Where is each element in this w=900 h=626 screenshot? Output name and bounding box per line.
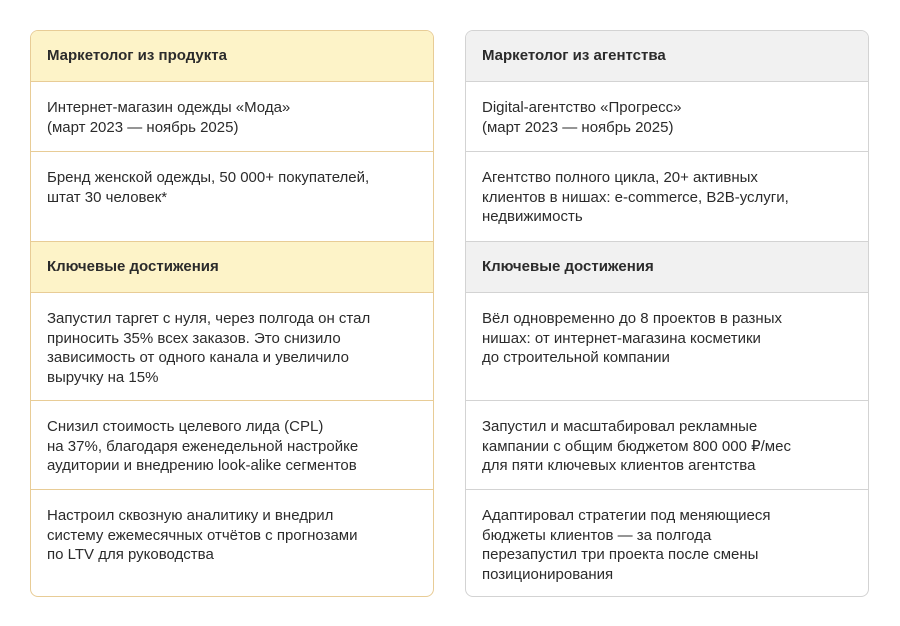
achievement-line: Адаптировал стратегии под меняющиеся xyxy=(482,507,771,524)
achievement-item xyxy=(466,489,868,596)
agency-marketer-card xyxy=(465,30,869,597)
description-line: клиентов в нишах: e-commerce, B2B-услуги, xyxy=(482,188,789,206)
achievement-line: Снизил стоимость целевого лида (CPL) xyxy=(47,418,324,435)
achievement-line: Запустил таргет с нуля, через полгода он стал xyxy=(47,310,371,327)
achievement-line: аудитории и внедрению look-alike сегментов xyxy=(47,457,357,474)
card-title: Маркетолог из продукта xyxy=(47,47,227,65)
achievement-line: Настроил сквозную аналитику и внедрил xyxy=(47,507,334,524)
achievement-line: перезапустил три проекта после смены xyxy=(482,546,759,563)
achievement-line: на 37%, благодаря еженедельной настройке xyxy=(47,437,359,455)
achievement-line: нишах: от интернет-магазина косметики xyxy=(482,329,761,347)
achievement-line: позиционирования xyxy=(482,565,614,583)
achievement-item xyxy=(466,292,868,400)
achievement-line: зависимость от одного канала и увеличило xyxy=(47,349,349,366)
description-line: Бренд женской одежды, 50 000+ покупателей, xyxy=(47,169,370,186)
achievement-line: систему ежемесячных отчётов с прогнозами xyxy=(47,526,358,544)
achievement-line: по LTV для руководства xyxy=(47,546,214,563)
achievement-item xyxy=(31,292,433,400)
achievement-line: бюджеты клиентов — за полгода xyxy=(482,526,712,544)
company-name: Digital-агентство «Прогресс» xyxy=(482,99,682,116)
achievements-header xyxy=(466,241,868,292)
achievement-line: Запустил и масштабировал рекламные xyxy=(482,418,758,435)
company-period: (март 2023 — ноябрь 2025) xyxy=(482,118,674,136)
company-row xyxy=(466,81,868,151)
achievement-line: кампании с общим бюджетом 800 000 ₽/мес xyxy=(482,437,791,455)
card-title: Маркетолог из агентства xyxy=(482,47,666,65)
description-line: Агентство полного цикла, 20+ активных xyxy=(482,169,758,186)
achievements-title: Ключевые достижения xyxy=(482,258,654,276)
achievement-line: до строительной компании xyxy=(482,349,670,366)
achievement-line: для пяти ключевых клиентов агентства xyxy=(482,457,756,474)
company-description-row xyxy=(31,151,433,241)
achievement-item xyxy=(466,400,868,489)
company-name: Интернет-магазин одежды «Мода» xyxy=(47,99,291,116)
company-row xyxy=(31,81,433,151)
achievements-title: Ключевые достижения xyxy=(47,258,219,276)
achievement-line: Вёл одновременно до 8 проектов в разных xyxy=(482,310,782,327)
achievement-line: приносить 35% всех заказов. Это снизило xyxy=(47,329,341,347)
achievement-item xyxy=(31,400,433,489)
company-period: (март 2023 — ноябрь 2025) xyxy=(47,118,239,136)
description-line: недвижимость xyxy=(482,208,583,225)
card-header xyxy=(31,31,433,81)
achievements-header xyxy=(31,241,433,292)
achievement-item xyxy=(31,489,433,596)
achievement-line: выручку на 15% xyxy=(47,368,159,386)
card-header xyxy=(466,31,868,81)
company-description-row xyxy=(466,151,868,241)
description-line: штат 30 человек* xyxy=(47,188,168,206)
product-marketer-card xyxy=(30,30,434,597)
